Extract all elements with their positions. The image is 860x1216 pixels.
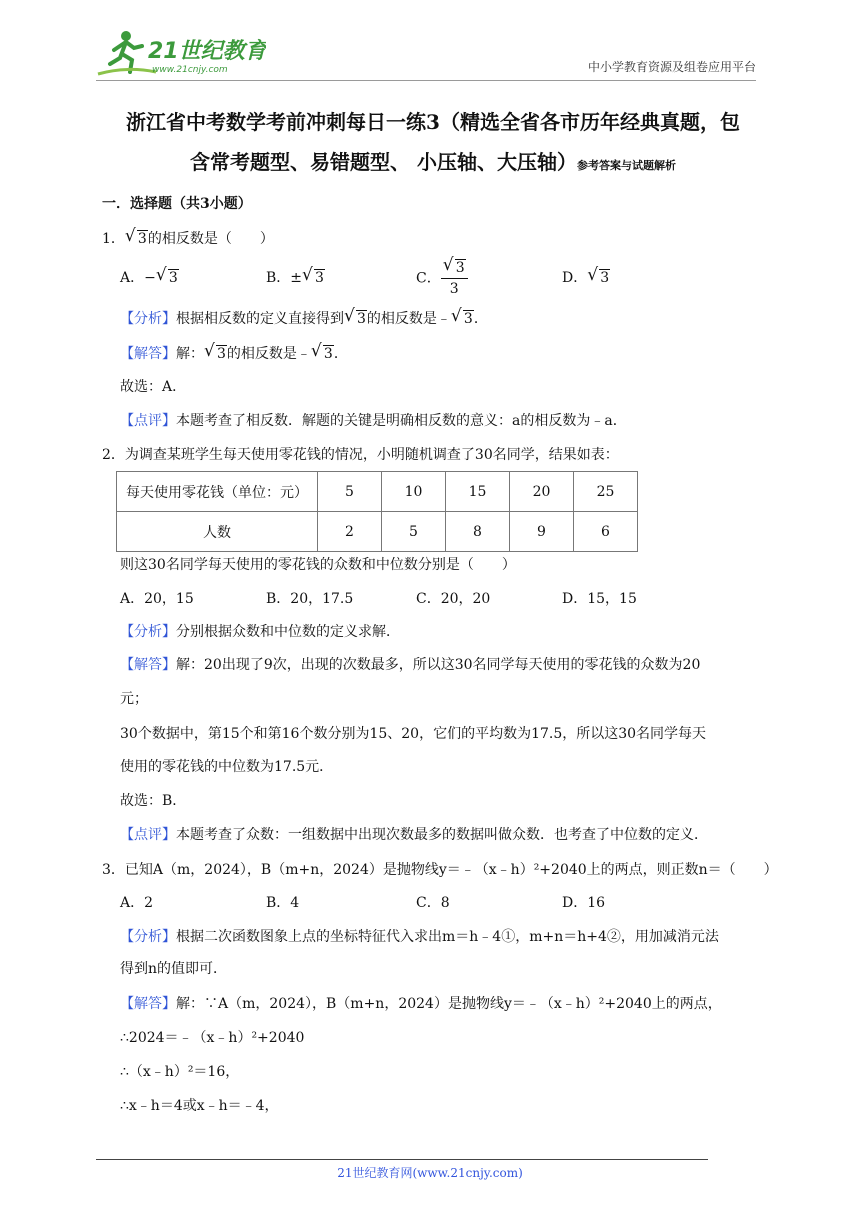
q2-option-a: A．20，15 bbox=[120, 591, 194, 607]
q2-answer-line4: 使用的零花钱的中位数为17.5元． bbox=[120, 759, 334, 775]
platform-name: 中小学教育资源及组卷应用平台 bbox=[587, 60, 756, 74]
svg-text:www.21cnjy.com: www.21cnjy.com bbox=[152, 65, 228, 75]
q3-answer-line4: ∴x﹣h＝4或x﹣h＝﹣4， bbox=[120, 1098, 279, 1114]
comment-tag: 【点评】 bbox=[120, 413, 176, 429]
analysis-tag: 【分析】 bbox=[120, 929, 176, 945]
table-cell: 8 bbox=[446, 512, 510, 552]
q2-data-table bbox=[116, 471, 638, 552]
table-row-label: 每天使用零花钱（单位：元） bbox=[117, 472, 318, 512]
table-cell: 5 bbox=[382, 512, 446, 552]
answer-tag: 【解答】 bbox=[120, 657, 176, 673]
svg-text:21世纪教育: 21世纪教育 bbox=[148, 39, 266, 64]
page-title-line2: 含常考题型、易错题型、 小压轴、大压轴）参考答案与试题解析 bbox=[190, 150, 676, 174]
table-row bbox=[117, 512, 638, 552]
comment-tag: 【点评】 bbox=[120, 827, 176, 843]
q3-analysis: 【分析】根据二次函数图象上点的坐标特征代入求出m＝h﹣4①，m+n＝h+4②，用加减消元法 bbox=[120, 929, 719, 945]
table-cell: 6 bbox=[574, 512, 638, 552]
table-cell: 9 bbox=[510, 512, 574, 552]
footer-link[interactable]: 21世纪教育网(www.21cnjy.com) bbox=[337, 1166, 523, 1180]
footer-divider bbox=[96, 1159, 708, 1160]
header-divider bbox=[96, 80, 756, 81]
q2-stem: 2．为调查某班学生每天使用零花钱的情况，小明随机调查了30名同学，结果如表： bbox=[102, 447, 619, 463]
title-suffix: 参考答案与试题解析 bbox=[576, 159, 676, 172]
analysis-tag: 【分析】 bbox=[120, 624, 176, 640]
q1-analysis: 【分析】根据相反数的定义直接得到 √ 3的相反数是﹣ √ 3． bbox=[120, 306, 488, 327]
answer-tag: 【解答】 bbox=[120, 346, 176, 362]
table-cell: 25 bbox=[574, 472, 638, 512]
q3-answer-line3: ∴（x﹣h）²＝16， bbox=[120, 1064, 240, 1080]
q1-answer: 【解答】解： √ 3的相反数是﹣ √ 3． bbox=[120, 341, 348, 362]
q2-question: 则这30名同学每天使用的零花钱的众数和中位数分别是（ ） bbox=[120, 557, 516, 573]
answer-tag: 【解答】 bbox=[120, 996, 176, 1012]
table-cell: 2 bbox=[318, 512, 382, 552]
section-heading: 一．选择题（共3小题） bbox=[102, 196, 252, 212]
site-logo bbox=[96, 28, 266, 80]
table-row-label: 人数 bbox=[117, 512, 318, 552]
analysis-tag: 【分析】 bbox=[120, 311, 176, 327]
q1-comment: 【点评】本题考查了相反数．解题的关键是明确相反数的意义：a的相反数为﹣a． bbox=[120, 413, 627, 429]
q2-choice: 故选：B． bbox=[120, 793, 187, 809]
table-row bbox=[117, 472, 638, 512]
q1-option-b: B．± √ 3 bbox=[266, 265, 324, 286]
table-cell: 5 bbox=[318, 472, 382, 512]
q2-answer-line2: 元； bbox=[120, 691, 148, 707]
q3-option-d: D．16 bbox=[562, 895, 606, 911]
q3-answer-line2: ∴2024＝﹣（x﹣h）²+2040 bbox=[120, 1030, 305, 1046]
table-cell: 10 bbox=[382, 472, 446, 512]
q2-option-d: D．15，15 bbox=[562, 591, 637, 607]
q1-choice: 故选：A． bbox=[120, 379, 187, 395]
q3-analysis-line2: 得到n的值即可． bbox=[120, 961, 228, 977]
q3-stem: 3．已知A（m，2024），B（m+n，2024）是抛物线y＝﹣（x﹣h）²+2040上的两点，则正数n＝（ ） bbox=[102, 862, 778, 878]
q2-answer-line3: 30个数据中，第15个和第16个数分别为15、20，它们的平均数为17.5，所以这30名同学每天 bbox=[120, 726, 707, 742]
q1-stem: 1． √ 3的相反数是（ ） bbox=[102, 226, 274, 247]
q2-analysis: 【分析】分别根据众数和中位数的定义求解． bbox=[120, 624, 400, 640]
table-cell: 15 bbox=[446, 472, 510, 512]
q3-option-a: A．2 bbox=[120, 895, 154, 911]
q2-answer: 【解答】解：20出现了9次，出现的次数最多，所以这30名同学每天使用的零花钱的众数为20 bbox=[120, 657, 701, 673]
q3-answer: 【解答】解：∵A（m，2024），B（m+n，2024）是抛物线y＝﹣（x﹣h）²+2040上的两点， bbox=[120, 996, 722, 1012]
q2-option-b: B．20，17.5 bbox=[266, 591, 354, 607]
q2-comment: 【点评】本题考查了众数：一组数据中出现次数最多的数据叫做众数．也考查了中位数的定义． bbox=[120, 827, 708, 843]
q2-option-c: C．20，20 bbox=[416, 591, 491, 607]
page-title-line1: 浙江省中考数学考前冲刺每日一练3（精选全省各市历年经典真题，包 bbox=[126, 110, 740, 134]
q1-option-a: A．− √ 3 bbox=[120, 265, 178, 286]
table-cell: 20 bbox=[510, 472, 574, 512]
q3-option-b: B．4 bbox=[266, 895, 300, 911]
q1-option-d: D． √ 3 bbox=[562, 265, 610, 286]
q1-option-c: C． √ 3 3 bbox=[416, 258, 468, 299]
q3-option-c: C．8 bbox=[416, 895, 450, 911]
